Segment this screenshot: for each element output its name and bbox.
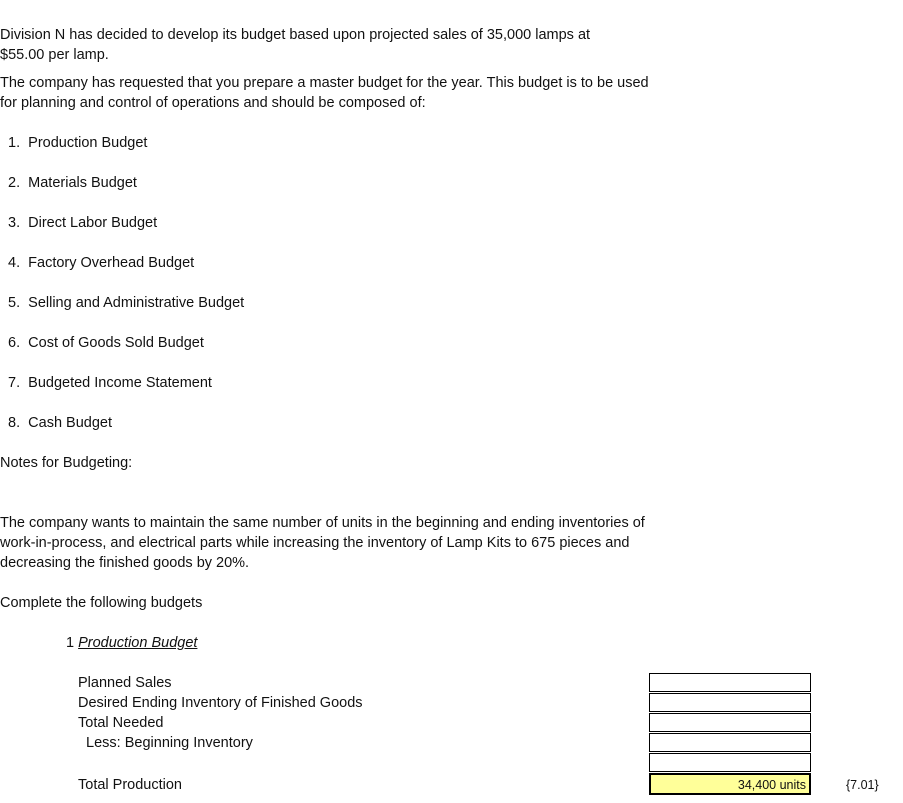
- list-item: [8, 373, 212, 393]
- list-item: [8, 253, 194, 273]
- list-item: [8, 213, 157, 233]
- row-label-less-beginning-inventory: Less: Beginning Inventory: [78, 735, 253, 751]
- list-item-label: Factory Overhead Budget: [28, 255, 195, 271]
- list-item-number: 6.: [8, 335, 21, 351]
- list-item-label: Direct Labor Budget: [28, 215, 158, 231]
- request-paragraph: [0, 73, 649, 113]
- list-item-label: Budgeted Income Statement: [28, 375, 212, 391]
- list-item-number: 3.: [8, 215, 21, 231]
- list-item-number: 2.: [8, 175, 21, 191]
- list-item-number: 1.: [8, 135, 21, 151]
- total-production-value: 34,400 units: [737, 778, 806, 792]
- intro-line-2: $55.00 per lamp.: [0, 47, 109, 63]
- total-needed-input[interactable]: [649, 713, 811, 732]
- list-item-number: 5.: [8, 295, 21, 311]
- list-item: [8, 133, 147, 153]
- list-item-number: 7.: [8, 375, 21, 391]
- request-line-2: for planning and control of operations and should be composed of:: [0, 95, 426, 111]
- complete-heading: Complete the following budgets: [0, 595, 203, 611]
- list-item: [8, 333, 204, 353]
- notes-line-3: decreasing the finished goods by 20%.: [0, 555, 250, 571]
- request-line-1: The company has requested that you prepare a master budget for the year. This budget is to be used: [0, 75, 649, 91]
- notes-paragraph: [0, 513, 645, 573]
- list-item: [8, 293, 244, 313]
- section-number: 1: [66, 635, 75, 651]
- reference-code: {7.01}: [846, 778, 879, 792]
- list-item-label: Selling and Administrative Budget: [28, 295, 245, 311]
- intro-line-1: Division N has decided to develop its budget based upon projected sales of 35,000 lamps at: [0, 27, 591, 43]
- list-item-label: Materials Budget: [28, 175, 137, 191]
- row-label-total-needed: Total Needed: [78, 715, 164, 731]
- row-label-planned-sales: Planned Sales: [78, 675, 172, 691]
- planned-sales-input[interactable]: [649, 673, 811, 692]
- desired-ending-inventory-input[interactable]: [649, 693, 811, 712]
- section-title: Production Budget: [78, 635, 198, 651]
- list-item: [8, 413, 112, 433]
- list-item: [8, 173, 137, 193]
- total-production-input[interactable]: [649, 773, 811, 795]
- list-item-label: Production Budget: [28, 135, 148, 151]
- list-item-label: Cost of Goods Sold Budget: [28, 335, 204, 351]
- list-item-number: 4.: [8, 255, 21, 271]
- list-item-label: Cash Budget: [28, 415, 112, 431]
- row-label-desired-ending-inventory: Desired Ending Inventory of Finished Goods: [78, 695, 363, 711]
- notes-line-1: The company wants to maintain the same number of units in the beginning and ending inventories of: [0, 515, 645, 531]
- less-beginning-inventory-input[interactable]: [649, 733, 811, 752]
- notes-line-2: work-in-process, and electrical parts while increasing the inventory of Lamp Kits to 675 pieces and: [0, 535, 630, 551]
- intro-paragraph: [0, 25, 590, 65]
- list-item-number: 8.: [8, 415, 21, 431]
- notes-heading: Notes for Budgeting:: [0, 455, 133, 471]
- row-label-total-production: Total Production: [78, 777, 182, 793]
- production-budget-heading: [66, 633, 197, 653]
- blank-input[interactable]: [649, 753, 811, 772]
